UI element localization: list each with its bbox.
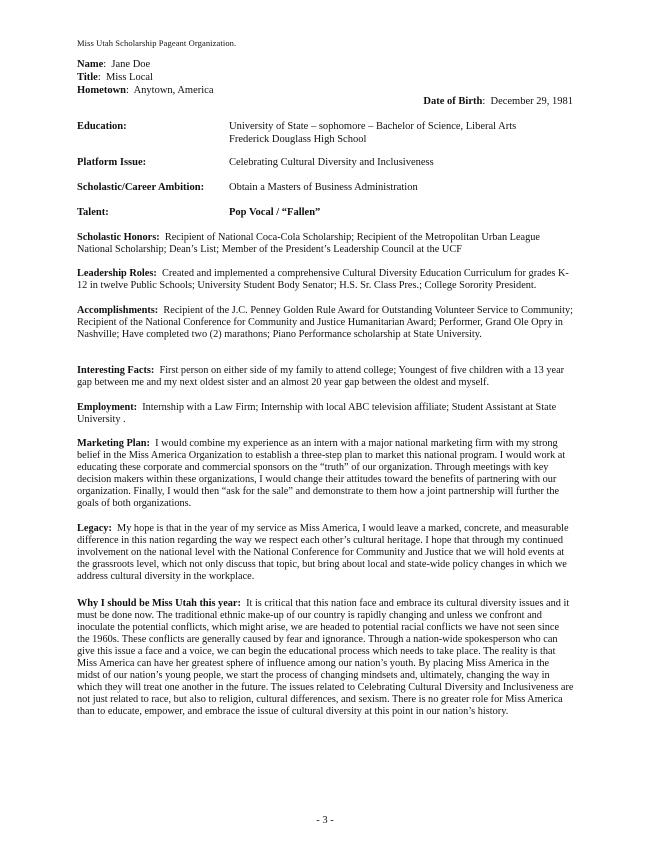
education-value xyxy=(229,121,516,146)
legacy-label: Legacy: xyxy=(77,523,112,534)
hometown-line: Hometown: Anytown, America xyxy=(77,85,214,96)
legacy-paragraph xyxy=(77,523,574,583)
name-value: Jane Doe xyxy=(111,59,151,70)
why-miss-utah-paragraph xyxy=(77,598,574,718)
name-line: Name: Jane Doe xyxy=(77,59,151,70)
education-line-1: University of State – sophomore – Bachelor of Science, Liberal Arts xyxy=(229,121,517,132)
platform-value: Celebrating Cultural Diversity and Inclusiveness xyxy=(229,157,434,168)
education-label: Education: xyxy=(77,121,127,132)
talent-value: Pop Vocal / “Fallen” xyxy=(229,207,321,218)
marketing-plan-label: Marketing Plan: xyxy=(77,438,150,449)
date-of-birth-line: Date of Birth: December 29, 1981 xyxy=(423,96,573,107)
accomplishments-paragraph xyxy=(77,305,574,341)
honors-text: Recipient of National Coca-Cola Scholarship; Recipient of the Metropolitan Urban League National Scholarship; Dean’s List; Member of the President’s Leadership Council at the UCF xyxy=(77,232,540,255)
marketing-plan-text: I would combine my experience as an intern with a major national marketing firm with my strong belief in the Miss America Organization to establish a three-step plan to market this national program. I would work at educating these corporate and commercial sponsors on the “truth” of our organization. Through meetings with key decision makers within these organizations, I would change their attitudes toward the benefits of partnering with our organization. Finally, I would then “ask for the sale” and demonstrate to them how a joint partnership will further the goals of both organizations. xyxy=(77,438,566,509)
platform-label: Platform Issue: xyxy=(77,157,147,168)
title-line: Title: Miss Local xyxy=(77,72,153,83)
leadership-paragraph xyxy=(77,268,574,292)
identity-block xyxy=(77,58,214,97)
honors-label: Scholastic Honors: xyxy=(77,232,160,243)
hometown-value: Anytown, America xyxy=(133,85,214,96)
name-label: Name xyxy=(77,59,104,70)
leadership-text: Created and implemented a comprehensive Cultural Diversity Education Curriculum for grades K-12 in twelve Public Schools; University Student Body Senator; H.S. Sr. Class Pres.; College Sorority President. xyxy=(77,268,569,291)
page-number: - 3 - xyxy=(316,815,334,826)
organization-header: Miss Utah Scholarship Pageant Organization. xyxy=(77,38,237,48)
employment-label: Employment: xyxy=(77,402,138,413)
dob-label: Date of Birth xyxy=(423,96,483,107)
education-line-2: Frederick Douglass High School xyxy=(229,133,367,145)
title-label: Title xyxy=(77,72,98,83)
interesting-facts-text: First person on either side of my family to attend college; Youngest of five children with a 13 year gap between me and my next oldest sister and an almost 20 year gap between the oldest and myself. xyxy=(77,365,565,388)
marketing-plan-paragraph xyxy=(77,438,574,510)
education-row xyxy=(77,121,577,147)
employment-paragraph xyxy=(77,402,574,426)
why-miss-utah-label: Why I should be Miss Utah this year: xyxy=(77,598,241,609)
title-value: Miss Local xyxy=(105,72,153,83)
leadership-label: Leadership Roles: xyxy=(77,268,157,279)
dob-value: December 29, 1981 xyxy=(490,96,573,107)
ambition-value: Obtain a Masters of Business Administration xyxy=(229,182,418,193)
honors-paragraph xyxy=(77,232,574,256)
why-miss-utah-text: It is critical that this nation face and embrace its cultural diversity issues and it must be done now. The traditional ethnic make-up of our country is rapidly changing and unless we confront and inoculate the potential conflicts, which might arise, we are headed to potential racial conflicts we have not seen since the 1960s. These conflicts are generally caused by fear and ignorance. Through a nation-wide spokesperson who can give this issue a face and a voice, we can begin the educational process which needs to take place. The reality is that Miss America can have her greatest sphere of influence among our nation’s youth. By placing Miss America in the midst of our nation’s young people, we start the process of changing mindsets and, ultimately, changing the way in which they will treat one another in the future. The issues related to Celebrating Cultural Diversity and Inclusiveness are not just related to race, but also to religion, cultural differences, and sexism. There is no greater role for Miss America than to educate, empower, and embrace the issue of cultural diversity at this point in our nation’s history. xyxy=(77,598,574,717)
legacy-text: My hope is that in the year of my service as Miss America, I would leave a marked, concrete, and measurable difference in this nation regarding the way we respect each other’s cultural heritage. I hope that through my continued involvement on the national level with the National Conference for Community and Justice that we will hold events at the grassroots level, which not only discuss that topic, but bring about local and state-wide policy changes in which we address cultural diversity in the workplace. xyxy=(77,523,569,582)
accomplishments-text: Recipient of the J.C. Penney Golden Rule Award for Outstanding Volunteer Service to Community; Recipient of the National Conference for Community and Justice Humanitarian Award; Performer, Grand Ole Opry in Nashville; Have completed two (2) marathons; Piano Performance scholarship at State University. xyxy=(77,305,574,340)
interesting-facts-label: Interesting Facts: xyxy=(77,365,155,376)
accomplishments-label: Accomplishments: xyxy=(77,305,159,316)
employment-text: Internship with a Law Firm; Internship with local ABC television affiliate; Student Assistant at State University . xyxy=(77,402,557,425)
interesting-facts-paragraph xyxy=(77,365,574,389)
talent-label: Talent: xyxy=(77,207,109,218)
hometown-label: Hometown xyxy=(77,85,126,96)
ambition-label: Scholastic/Career Ambition: xyxy=(77,182,205,193)
